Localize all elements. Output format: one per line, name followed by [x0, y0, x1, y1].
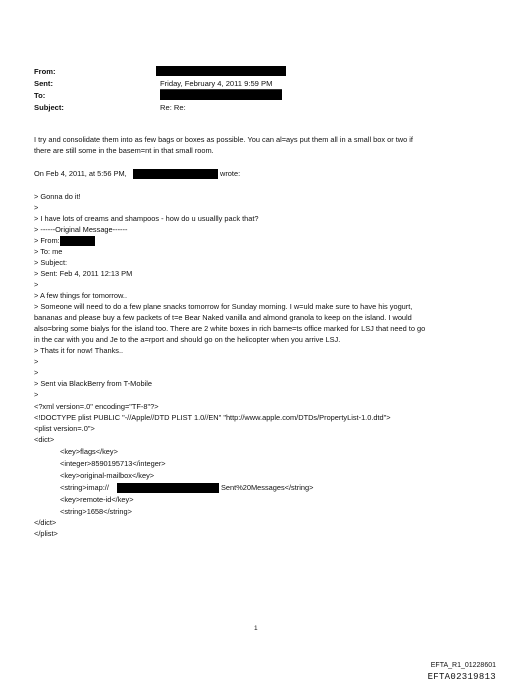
xml-line: <dict> [34, 435, 55, 444]
quoted-line: also=bring some bialys for the island too. There are 2 white boxes in rich barne=ts office marked for LSJ that need to go [34, 324, 426, 333]
redaction-to [160, 90, 282, 100]
quoted-line: > Someone will need to do a few plane snacks tomorrow for Sunday morning. I w=uld make sure to have his yogurt, [34, 302, 413, 311]
xml-line: <key>original-mailbox</key> [60, 471, 155, 480]
quoted-line: > A few things for tomorrow.. [34, 291, 128, 300]
xml-line-suffix: Sent%20Messages</string> [221, 483, 314, 492]
redaction-sender [133, 169, 218, 179]
quoted-line: > Gonna do it! [34, 192, 81, 201]
quoted-line: bananas and please buy a few packets of t=e Bear Naked vanilla and almond granola to keep on the island. I would [34, 313, 412, 322]
xml-line: <integer>8590195713</integer> [60, 459, 166, 468]
sent-row [34, 78, 434, 89]
subject-row [34, 102, 434, 113]
quoted-line: > Sent via BlackBerry from T-Mobile [34, 379, 152, 388]
subject-value: Re: Re: [160, 103, 186, 112]
quoted-line: > [34, 368, 39, 377]
subject-label: Subject: [34, 103, 64, 112]
on-date-line [34, 169, 127, 179]
xml-line: <?xml version=.0" encoding="TF-8"?> [34, 402, 159, 411]
xml-line: <string>imap:// [60, 483, 109, 492]
quoted-line: > [34, 390, 39, 399]
wrote-text: wrote: [220, 169, 241, 178]
body-line: there are still some in the basem=nt in that small room. [34, 146, 214, 155]
redaction-quoted-from [60, 236, 95, 246]
quoted-line: > I have lots of creams and shampoos - how do u usuallly pack that? [34, 214, 259, 223]
redaction-from [156, 66, 286, 76]
xml-line: </plist> [34, 529, 58, 538]
xml-line: <key>remote-id</key> [60, 495, 134, 504]
xml-line: <string>1658</string> [60, 507, 132, 516]
quoted-line: > [34, 203, 39, 212]
sent-label: Sent: [34, 79, 53, 88]
xml-line: <key>flags</key> [60, 447, 118, 456]
to-label: To: [34, 91, 46, 100]
body-line: I try and consolidate them into as few bags or boxes as possible. You can al=ays put them all in a small box or two if [34, 135, 413, 144]
xml-line: <plist version=.0"> [34, 424, 95, 433]
quoted-line: > From: [34, 236, 60, 245]
xml-line: <!DOCTYPE plist PUBLIC "-//Apple//DTD PLIST 1.0//EN" "http://www.apple.com/DTDs/PropertyList-1.0.dtd"> [34, 413, 391, 422]
quoted-line: > Thats it for now! Thanks.. [34, 346, 124, 355]
quoted-line: > Subject: [34, 258, 68, 267]
quoted-line: > [34, 357, 39, 366]
page-number: 1 [254, 625, 258, 632]
quoted-line: > To: me [34, 247, 63, 256]
bates-stamp-large: EFTA02319813 [427, 672, 496, 682]
quoted-line: > [34, 280, 39, 289]
quoted-line: > ------Original Message------ [34, 225, 128, 234]
sent-value: Friday, February 4, 2011 9:59 PM [160, 79, 273, 88]
bates-stamp-small: EFTA_R1_01228601 [430, 662, 496, 669]
xml-line: </dict> [34, 518, 57, 527]
on-date-prefix: On Feb 4, 2011, at 5:56 PM, [34, 169, 127, 178]
from-label: From: [34, 67, 56, 76]
quoted-line: in the car with you and Je to the a=rport and should go on the helicopter when you arrive LSJ. [34, 335, 341, 344]
quoted-line: > Sent: Feb 4, 2011 12:13 PM [34, 269, 133, 278]
redaction-imap [117, 483, 219, 493]
